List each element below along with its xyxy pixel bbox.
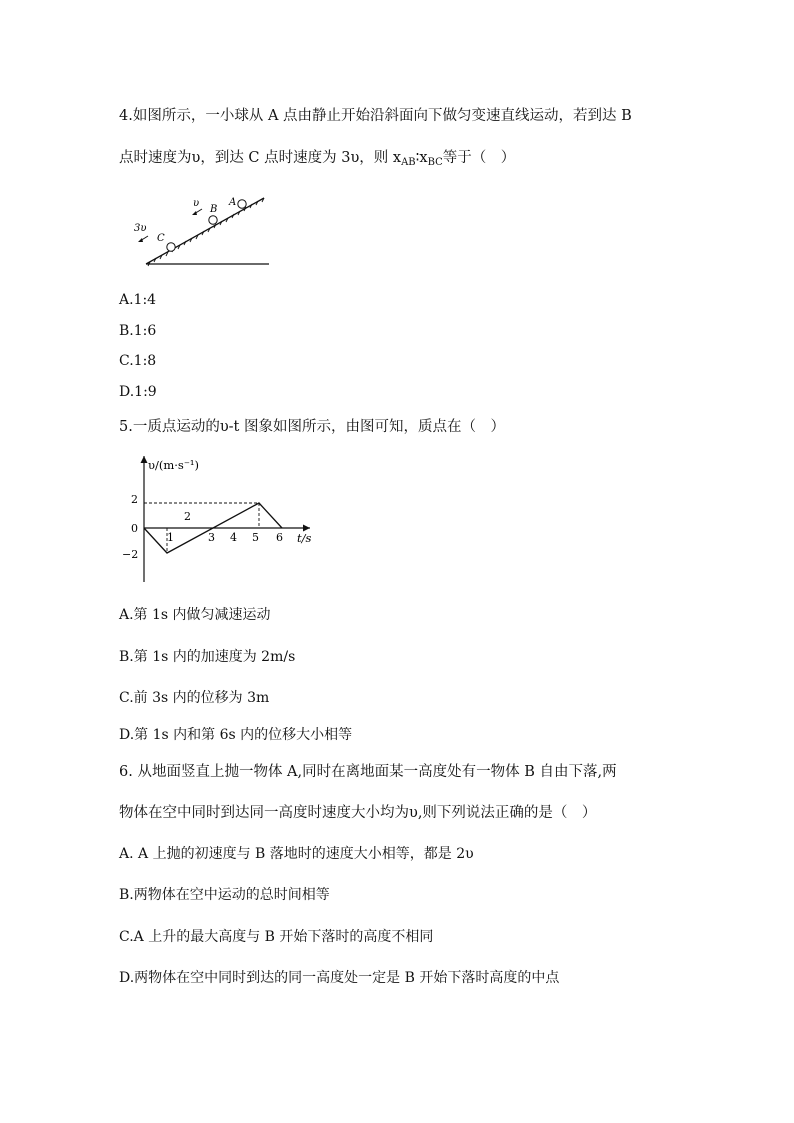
q4-sub-ab: AB (401, 157, 416, 168)
y-tick-neg2: −2 (122, 548, 139, 561)
q5-option-a[interactable]: A.第 1s 内做匀减速运动 (119, 607, 271, 623)
x-tick-2: 2 (184, 510, 191, 523)
label-c: C (157, 233, 165, 244)
ball-b-icon (209, 216, 217, 224)
q6-option-b[interactable]: B.两物体在空中运动的总时间相等 (119, 887, 330, 903)
ball-a-icon (238, 200, 246, 208)
x-tick-4: 4 (230, 531, 237, 544)
q5-option-d[interactable]: D.第 1s 内和第 6s 内的位移大小相等 (119, 727, 353, 743)
q5-stem: 5.一质点运动的υ-t 图象如图所示，由图可知，质点在（ ） (119, 419, 505, 435)
ball-c-icon (167, 243, 175, 251)
q4-option-b[interactable]: B.1:6 (119, 323, 157, 339)
q6-option-a[interactable]: A. A 上抛的初速度与 B 落地时的速度大小相等，都是 2υ (119, 846, 474, 862)
q5-option-b[interactable]: B.第 1s 内的加速度为 2m/s (119, 649, 296, 665)
q4-sub-bc: BC (427, 157, 443, 168)
q5-vt-chart (118, 450, 323, 590)
x-tick-6: 6 (276, 531, 283, 544)
q4-option-c[interactable]: C.1:8 (119, 353, 157, 369)
q6-stem-line1: 6. 从地面竖直上抛一物体 A,同时在离地面某一高度处有一物体 B 自由下落,两 (119, 764, 617, 780)
q4-option-d[interactable]: D.1:9 (119, 384, 157, 400)
q4-stem-suffix: 等于（ ） (442, 150, 516, 166)
y-tick-0: 0 (131, 522, 138, 535)
y-axis-label: υ/(m·s⁻¹) (148, 458, 199, 472)
q4-incline-figure (124, 184, 274, 270)
x-tick-3: 3 (208, 531, 215, 544)
q5-option-c[interactable]: C.前 3s 内的位移为 3m (119, 690, 270, 706)
q4-stem-colon: ∶x (415, 150, 428, 166)
q4-option-a[interactable]: A.1:4 (119, 292, 157, 308)
q6-option-d[interactable]: D.两物体在空中同时到达的同一高度处一定是 B 开始下落时高度的中点 (119, 970, 560, 986)
label-3v: 3υ (134, 223, 147, 234)
q4-stem-prefix: 点时速度为υ，到达 C 点时速度为 3υ，则 x (119, 150, 402, 166)
label-v: υ (193, 198, 200, 209)
q4-stem-line1: 4.如图所示，一小球从 A 点由静止开始沿斜面向下做匀变速直线运动，若到达 B (119, 108, 632, 124)
y-tick-2: 2 (131, 493, 138, 506)
q6-option-c[interactable]: C.A 上升的最大高度与 B 开始下落时的高度不相同 (119, 929, 434, 945)
q6-stem-line2: 物体在空中同时到达同一高度时速度大小均为υ,则下列说法正确的是（ ） (119, 805, 597, 821)
x-tick-1: 1 (167, 531, 174, 544)
x-axis-label: t/s (297, 531, 312, 545)
x-tick-5: 5 (252, 531, 259, 544)
label-a: A (229, 197, 237, 208)
q4-stem-line2 (119, 148, 515, 173)
label-b: B (210, 204, 218, 215)
